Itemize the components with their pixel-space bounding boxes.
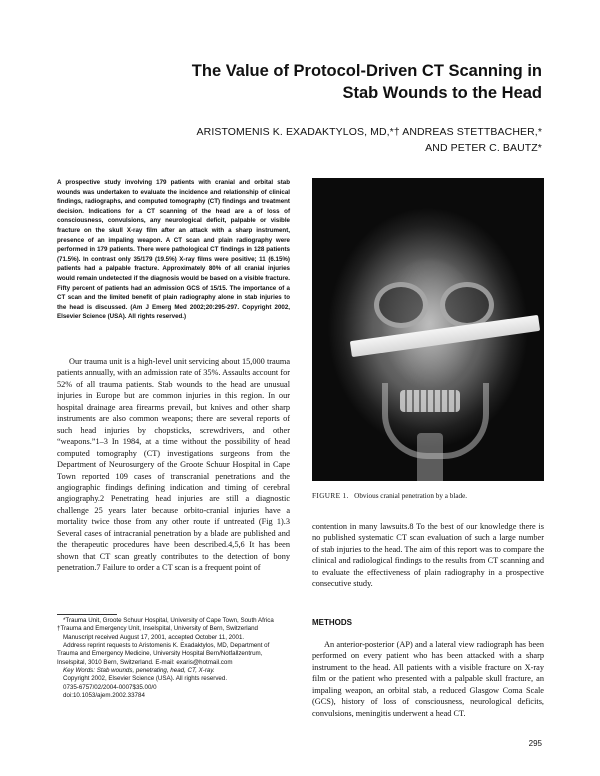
body-column-left [57, 356, 290, 574]
title-line-2: Stab Wounds to the Head [342, 84, 542, 102]
methods-heading: METHODS [312, 618, 352, 627]
continuation-paragraph: contention in many lawsuits.8 To the best of our knowledge there is no published systematic CT scan evaluation of such a large number of stab injuries to the head. The aim of this report was to compare the clinical and radiological findings to the results from CT scanning and to evaluate the effectiveness of plain radiography in a prospective consecutive study. [312, 522, 544, 589]
methods-paragraph: An anterior-posterior (AP) and a lateral view radiograph has been performed on every patient who has been attacked with a sharp instrument to the head. All patients with a visible fracture on X-ray film or the patient who presented with a palpable skull fracture, an impaling weapon, an orbital stab, a reduced Glasgow Coma Scale (GCS), history of loss of consciousness, neurological deficits, convulsions, meningitis underwent a head CT. [312, 640, 544, 718]
authors-line-1: ARISTOMENIS K. EXADAKTYLOS, MD,*† ANDREAS STETTBACHER,* [196, 126, 542, 138]
left-orbit-shape [374, 282, 428, 328]
footnote-doi: doi:10.1053/ajem.2002.33784 [63, 692, 145, 700]
figure-caption-text: Obvious cranial penetration by a blade. [354, 492, 468, 500]
authors-line-2: AND PETER C. BAUTZ* [425, 142, 542, 154]
blade-shape [350, 315, 540, 357]
body-column-right [312, 521, 544, 590]
title-line-1: The Value of Protocol-Driven CT Scanning in [191, 62, 542, 80]
footnote-reprint: Address reprint requests to Aristomenis K. Exadaktylos, MD, Department of Trauma and Emergency Medicine, University Hospital Bern/Notfallzentrum, Inselspital, 3010 Bern, Switzerland. E-mail: exaris@hotmail.com [57, 642, 270, 666]
footnote-divider [57, 614, 117, 615]
footnote-received: Manuscript received August 17, 2001, accepted October 11, 2001. [63, 633, 245, 641]
footnotes [57, 617, 290, 700]
footnote-copyright: Copyright 2002, Elsevier Science (USA). All rights reserved. [63, 675, 228, 683]
footnote-keywords: Key Words: Stab wounds, penetrating, head, CT, X-ray. [63, 667, 215, 675]
figure-xray-image [312, 178, 544, 481]
page-number: 295 [528, 739, 542, 748]
figure-caption [312, 491, 552, 501]
article-title [122, 60, 542, 104]
intro-paragraph: Our trauma unit is a high-level unit servicing about 15,000 trauma patients annually, with an admission rate of 35%. Assaults account for 52% of all trauma patients. Stab wounds to the head are unusual injuries in Europe but are common injuries in this region. In our hospital drainage area firearms prevail, but knives and other sharp instruments are also common weapons; there are several reports of such head injuries by chopsticks, screwdrivers, and other “weapons.”1–3 In 1984, at a time without the possibility of head computed tomography (CT) investigations surgeons from the Department of Neurosurgery of the Groote Schuur Hospital in Cape Town reported 109 cases of transcranial penetrations and the angiographic findings defining indication and timing of cerebral angiography.2 Penetrating head injuries are still a diagnostic challenge 25 years later because orbito-cranial injuries have a mortality twice those from any other route if untreated (Fig 1).3 Several cases of intracranial penetration by a blade are published and the therapeutic procedures have been described.4,5,6 It has been shown that CT scan greatly contributes to the detection of bony penetration.7 Failure to order a CT scan is a frequent point of [57, 357, 290, 573]
abstract: A prospective study involving 179 patients with cranial and orbital stab wounds was undertaken to evaluate the incidence and relationship of clinical findings, radiographs, and computed tomography (CT) findings and treatment decision. Indications for a CT scanning of the head are a of loss of consciousness, convulsions, any neurological deficit, palpable or visible fracture on the skull X-ray film after an attack with a sharp instrument, presence of an impaling weapon. A CT scan and plain radiography were performed in 179 patients. There were pathological CT findings in 128 patients (71.5%). In contrast only 35/179 (19.5%) X-ray films were positive; 11 (6.15%) patients had a palpable fracture. Approximately 80% of all cranial injuries would remain undetected if the diagnosis would be based on a visible fracture. Fifty percent of patients had an admission GCS of 15/15. The importance of a CT scan and the limited benefit of plain radiography alone in stab injuries to the head is discussed. (Am J Emerg Med 2002;20:295-297. Copyright 2002, Elsevier Science (USA). All rights reserved.) [57, 179, 290, 321]
figure-label: FIGURE 1. [312, 492, 349, 500]
footnote-issn: 0735-6757/02/2004-0007$35.00/0 [63, 683, 157, 691]
methods-section [312, 639, 544, 719]
author-list [102, 124, 542, 156]
spine-shape [417, 433, 443, 481]
footnote-affiliation: *Trauma Unit, Groote Schuur Hospital, University of Cape Town, South Africa †Trauma and Emergency Unit, Inselspital, University of Bern, Switzerland [57, 617, 274, 633]
